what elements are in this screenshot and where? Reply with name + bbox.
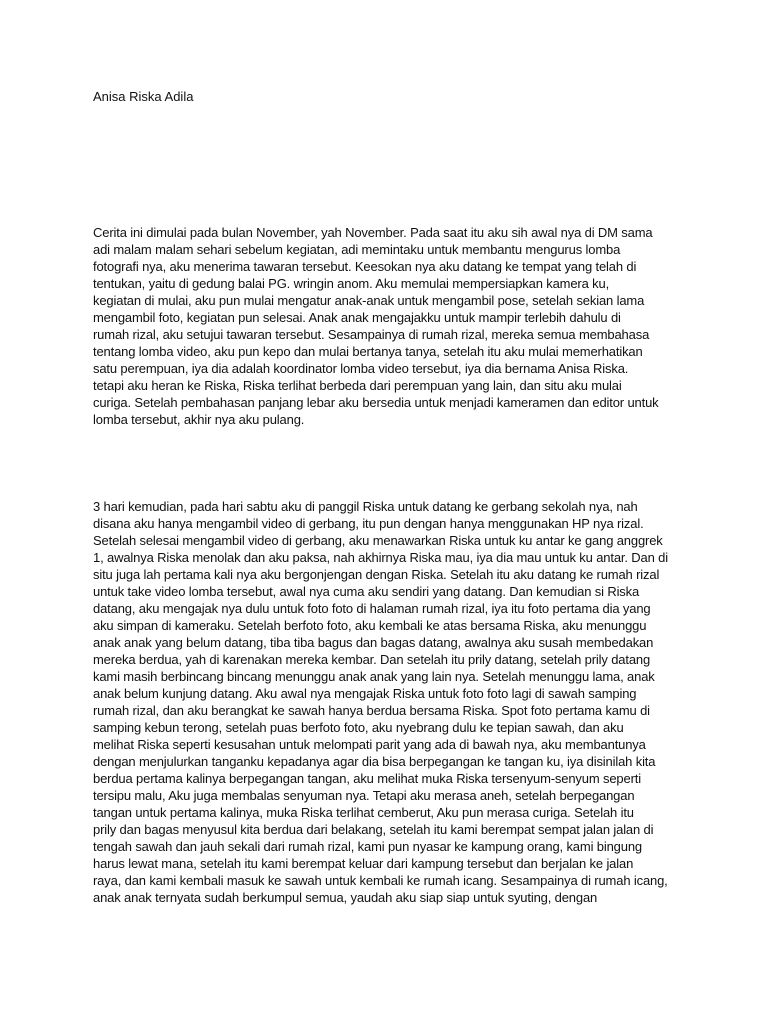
text-line: anak anak yang belum datang, tiba tiba bagus dan bagas datang, awalnya aku susah membedakan [93, 635, 654, 650]
text-line: tetapi aku heran ke Riska, Riska terlihat berbeda dari perempuan yang lain, dan situ aku mulai [93, 378, 622, 393]
text-line: 1, awalnya Riska menolak dan aku paksa, nah akhirnya Riska mau, iya dia mau untuk ku antar. Dan di [93, 550, 668, 565]
text-line: kegiatan di mulai, aku pun mulai mengatur anak-anak untuk mengambil pose, setelah sekian lama [93, 293, 645, 308]
text-line: tentukan, yaitu di gedung balai PG. wringin anom. Aku memulai mempersiapkan kamera ku, [93, 276, 610, 291]
text-line: tentang lomba video, aku pun kepo dan mulai bertanya tanya, setelah itu aku mulai memerhatikan [93, 344, 643, 359]
text-line: satu perempuan, iya dia adalah koordinator lomba video tersebut, iya dia bernama Anisa Riska. [93, 361, 629, 376]
text-line: Cerita ini dimulai pada bulan November, yah November. Pada saat itu aku sih awal nya di DM sama [93, 225, 653, 240]
text-line: tengah sawah dan jauh sekali dari rumah rizal, kami pun nyasar ke kampung orang, kami bingung [93, 839, 642, 854]
text-line: datang, aku mengajak nya dulu untuk foto foto di halaman rumah rizal, iya itu foto pertama dia yang [93, 601, 651, 616]
author-name: Anisa Riska Adila [93, 89, 194, 104]
text-line: lomba tersebut, akhir nya aku pulang. [93, 412, 305, 427]
text-line: mereka berdua, yah di karenakan mereka kembar. Dan setelah itu prily datang, setelah prily datang [93, 652, 651, 667]
text-line: Setelah selesai mengambil video di gerbang, aku menawarkan Riska untuk ku antar ke gang anggrek [93, 533, 663, 548]
text-line: harus lewat mana, setelah itu kami berempat keluar dari kampung tersebut dan berjalan ke jalan [93, 856, 634, 871]
text-line: untuk take video lomba tersebut, awal nya cuma aku sendiri yang datang. Dan kemudian si Riska [93, 584, 640, 599]
paragraph-1 [93, 224, 680, 428]
text-line: melihat Riska seperti kesusahan untuk melompati parit yang ada di bawah nya, aku membantunya [93, 737, 646, 752]
text-line: fotografi nya, aku menerima tawaran tersebut. Keesokan nya aku datang ke tempat yang telah di [93, 259, 637, 274]
text-line: mengambil foto, kegiatan pun selesai. Anak anak mengajakku untuk mampir terlebih dahulu di [93, 310, 621, 325]
text-line: prily dan bagas menyusul kita berdua dari belakang, setelah itu kami berempat sempat jalan jalan di [93, 822, 654, 837]
text-line: curiga. Setelah pembahasan panjang lebar aku bersedia untuk menjadi kameramen dan editor untuk [93, 395, 659, 410]
text-line: berdua pertama kalinya berpegangan tangan, aku melihat muka Riska tersenyum-senyum seperti [93, 771, 641, 786]
text-line: tangan untuk pertama kalinya, muka Riska terlihat cemberut, Aku pun merasa curiga. Setelah itu [93, 805, 634, 820]
text-line: tersipu malu, Aku juga membalas senyuman nya. Tetapi aku merasa aneh, setelah berpegangan [93, 788, 635, 803]
text-line: 3 hari kemudian, pada hari sabtu aku di panggil Riska untuk datang ke gerbang sekolah nya, nah [93, 499, 638, 514]
text-line: anak belum kunjung datang. Aku awal nya mengajak Riska untuk foto foto lagi di sawah samping [93, 686, 637, 701]
text-line: anak anak ternyata sudah berkumpul semua, yaudah aku siap siap untuk syuting, dengan [93, 890, 598, 905]
text-line: rumah rizal, aku setujui tawaran tersebut. Sesampainya di rumah rizal, mereka semua membahasa [93, 327, 650, 342]
text-line: disana aku hanya mengambil video di gerbang, itu pun dengan hanya menggunakan HP nya rizal. [93, 516, 644, 531]
text-line: samping kebun terong, setelah puas berfoto foto, aku nyebrang dulu ke tepian sawah, dan aku [93, 720, 624, 735]
text-line: raya, dan kami kembali masuk ke sawah untuk kembali ke rumah icang. Sesampainya di rumah icang, [93, 873, 668, 888]
text-line: adi malam malam sehari sebelum kegiatan, adi memintaku untuk membantu mengurus lomba [93, 242, 621, 257]
text-line: aku simpan di kameraku. Setelah berfoto foto, aku kembali ke atas bersama Riska, aku menunggu [93, 618, 647, 633]
text-line: kami masih berbincang bincang menunggu anak anak yang lain nya. Setelah menunggu lama, anak [93, 669, 655, 684]
text-line: situ juga lah pertama kali nya aku bergonjengan dengan Riska. Setelah itu aku datang ke rumah rizal [93, 567, 660, 582]
text-line: rumah rizal, dan aku berangkat ke sawah hanya berdua bersama Riska. Spot foto pertama kamu di [93, 703, 650, 718]
text-line: dengan menjulurkan tanganku kepadanya agar dia bisa berpegangan ke tangan ku, iya disinilah kita [93, 754, 656, 769]
paragraph-2 [93, 498, 680, 906]
